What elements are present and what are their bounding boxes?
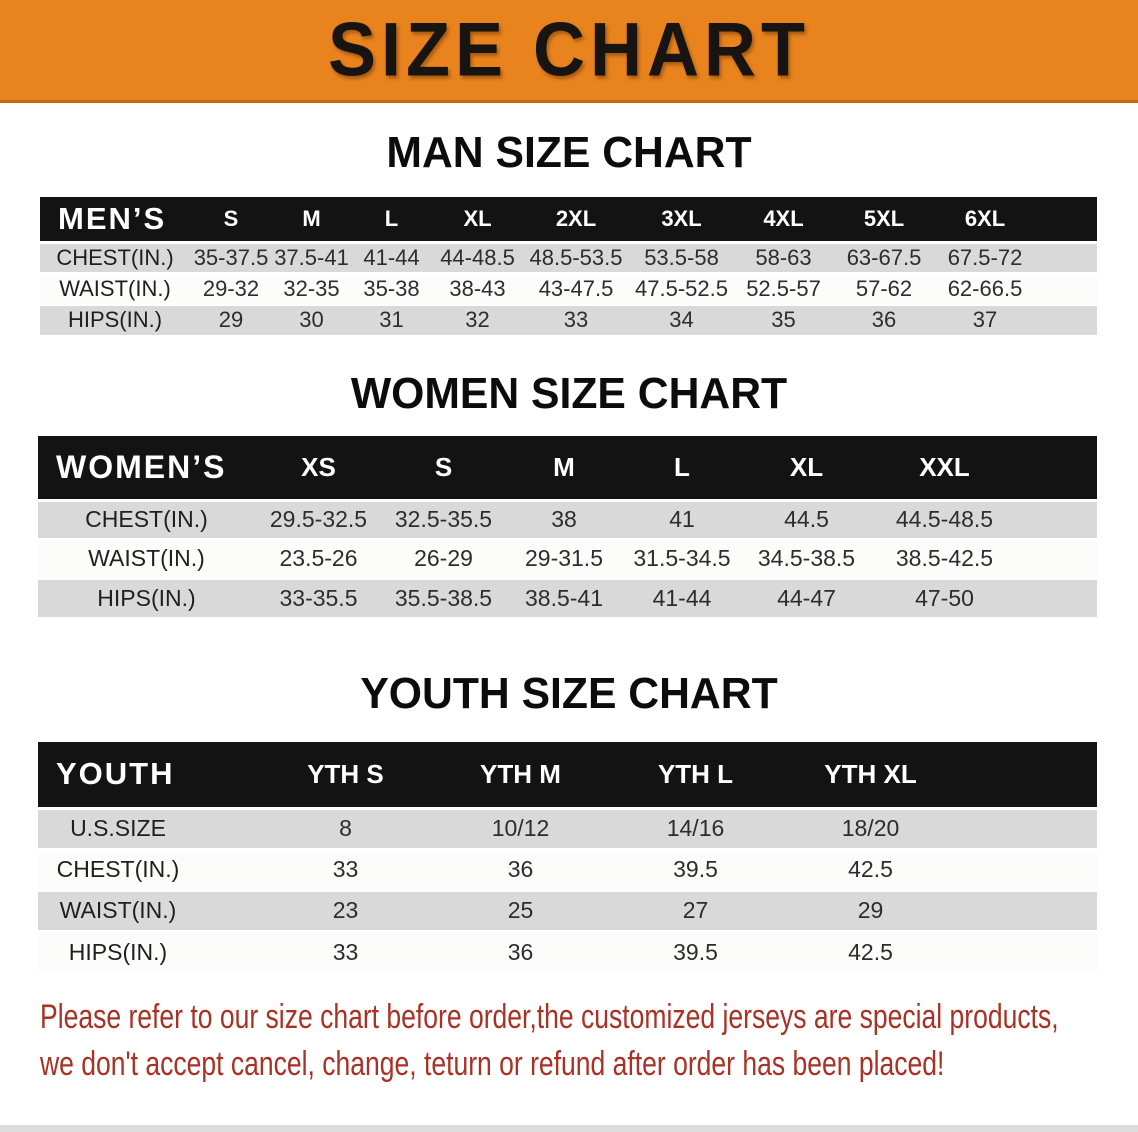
size-value: 29-32 (190, 273, 272, 304)
row-spacer (958, 849, 1097, 890)
size-value: 29 (783, 890, 958, 931)
table-header-row (38, 436, 1097, 500)
row-spacer (1017, 500, 1097, 539)
measurement-row-label: CHEST(IN.) (38, 500, 255, 539)
size-value: 10/12 (433, 808, 608, 849)
size-value: 67.5-72 (935, 242, 1035, 273)
women-size-table (38, 436, 1097, 617)
size-value: 34 (629, 304, 734, 335)
table-header-row (38, 742, 1097, 808)
size-column-header: M (505, 436, 623, 500)
section-men (0, 128, 1138, 335)
men-size-table (40, 197, 1097, 335)
size-value: 41 (623, 500, 741, 539)
size-value: 25 (433, 890, 608, 931)
row-spacer (1035, 242, 1097, 273)
row-spacer (958, 931, 1097, 972)
size-column-header: 6XL (935, 197, 1035, 242)
size-column-header: YTH M (433, 742, 608, 808)
size-value: 38.5-42.5 (872, 539, 1017, 578)
row-spacer (1035, 273, 1097, 304)
size-value: 27 (608, 890, 783, 931)
size-column-header: XS (255, 436, 382, 500)
size-value: 38-43 (432, 273, 523, 304)
measurement-row-label: WAIST(IN.) (38, 890, 198, 931)
size-value: 26-29 (382, 539, 505, 578)
men-section-heading: MAN SIZE CHART (386, 128, 752, 177)
size-value: 42.5 (783, 931, 958, 972)
measurement-row-label: U.S.SIZE (38, 808, 198, 849)
size-value: 14/16 (608, 808, 783, 849)
table-row (38, 890, 1097, 931)
size-value: 31.5-34.5 (623, 539, 741, 578)
header-spacer (1035, 197, 1097, 242)
size-value: 38.5-41 (505, 578, 623, 617)
size-value: 23.5-26 (255, 539, 382, 578)
size-column-header: M (272, 197, 351, 242)
size-column-header: YTH L (608, 742, 783, 808)
table-group-label: WOMEN’S (38, 436, 255, 500)
size-value: 32 (432, 304, 523, 335)
size-value: 29-31.5 (505, 539, 623, 578)
row-spacer (198, 890, 258, 931)
size-column-header: S (382, 436, 505, 500)
size-value: 44-48.5 (432, 242, 523, 273)
measurement-row-label: WAIST(IN.) (40, 273, 190, 304)
size-value: 29.5-32.5 (255, 500, 382, 539)
row-spacer (1035, 304, 1097, 335)
size-column-header: 2XL (523, 197, 629, 242)
size-value: 33 (258, 849, 433, 890)
size-value: 33 (523, 304, 629, 335)
size-column-header: 4XL (734, 197, 833, 242)
size-value: 35 (734, 304, 833, 335)
size-value: 39.5 (608, 849, 783, 890)
size-column-header: L (351, 197, 432, 242)
table-row (40, 304, 1097, 335)
size-value: 37.5-41 (272, 242, 351, 273)
measurement-row-label: CHEST(IN.) (40, 242, 190, 273)
size-column-header: L (623, 436, 741, 500)
header-spacer (958, 742, 1097, 808)
footer-disclaimer-line-1: Please refer to our size chart before order,the customized jerseys are special products, (40, 998, 1059, 1036)
youth-size-table (38, 742, 1097, 972)
women-section-heading: WOMEN SIZE CHART (350, 369, 788, 418)
size-column-header: YTH S (258, 742, 433, 808)
section-women (0, 369, 1138, 617)
size-value: 8 (258, 808, 433, 849)
youth-section-heading: YOUTH SIZE CHART (360, 669, 778, 718)
row-spacer (958, 890, 1097, 931)
page-title: SIZE CHART (328, 7, 810, 93)
size-value: 29 (190, 304, 272, 335)
size-value: 32.5-35.5 (382, 500, 505, 539)
measurement-row-label: CHEST(IN.) (38, 849, 198, 890)
header-spacer (198, 742, 258, 808)
size-value: 35-37.5 (190, 242, 272, 273)
banner (0, 0, 1138, 103)
size-value: 30 (272, 304, 351, 335)
table-row (38, 500, 1097, 539)
measurement-row-label: HIPS(IN.) (40, 304, 190, 335)
measurement-row-label: HIPS(IN.) (38, 578, 255, 617)
size-value: 43-47.5 (523, 273, 629, 304)
size-value: 47.5-52.5 (629, 273, 734, 304)
size-value: 39.5 (608, 931, 783, 972)
size-value: 35-38 (351, 273, 432, 304)
size-value: 36 (833, 304, 935, 335)
row-spacer (198, 808, 258, 849)
size-value: 58-63 (734, 242, 833, 273)
size-value: 36 (433, 931, 608, 972)
header-spacer (1017, 436, 1097, 500)
size-value: 44.5 (741, 500, 872, 539)
table-row (38, 849, 1097, 890)
row-spacer (198, 849, 258, 890)
size-value: 42.5 (783, 849, 958, 890)
size-value: 53.5-58 (629, 242, 734, 273)
size-value: 36 (433, 849, 608, 890)
size-value: 23 (258, 890, 433, 931)
size-column-header: XXL (872, 436, 1017, 500)
size-value: 52.5-57 (734, 273, 833, 304)
size-value: 33-35.5 (255, 578, 382, 617)
measurement-row-label: WAIST(IN.) (38, 539, 255, 578)
size-value: 41-44 (351, 242, 432, 273)
table-row (38, 931, 1097, 972)
size-column-header: XL (741, 436, 872, 500)
table-header-row (40, 197, 1097, 242)
table-row (38, 808, 1097, 849)
size-value: 48.5-53.5 (523, 242, 629, 273)
size-value: 44.5-48.5 (872, 500, 1017, 539)
size-value: 34.5-38.5 (741, 539, 872, 578)
table-row (40, 273, 1097, 304)
size-column-header: YTH XL (783, 742, 958, 808)
size-column-header: XL (432, 197, 523, 242)
table-row (38, 578, 1097, 617)
size-value: 47-50 (872, 578, 1017, 617)
table-group-label: YOUTH (38, 742, 198, 808)
size-column-header: 5XL (833, 197, 935, 242)
measurement-row-label: HIPS(IN.) (38, 931, 198, 972)
size-column-header: 3XL (629, 197, 734, 242)
row-spacer (198, 931, 258, 972)
table-row (40, 242, 1097, 273)
section-youth (0, 669, 1138, 972)
size-value: 38 (505, 500, 623, 539)
footer-disclaimer (40, 994, 1138, 1088)
bottom-edge-strip (0, 1125, 1138, 1132)
size-column-header: S (190, 197, 272, 242)
row-spacer (1017, 578, 1097, 617)
size-value: 18/20 (783, 808, 958, 849)
size-value: 57-62 (833, 273, 935, 304)
size-value: 62-66.5 (935, 273, 1035, 304)
size-value: 32-35 (272, 273, 351, 304)
size-value: 31 (351, 304, 432, 335)
size-value: 37 (935, 304, 1035, 335)
size-value: 33 (258, 931, 433, 972)
size-value: 41-44 (623, 578, 741, 617)
size-value: 44-47 (741, 578, 872, 617)
size-value: 63-67.5 (833, 242, 935, 273)
size-value: 35.5-38.5 (382, 578, 505, 617)
table-group-label: MEN’S (40, 197, 190, 242)
row-spacer (958, 808, 1097, 849)
table-row (38, 539, 1097, 578)
row-spacer (1017, 539, 1097, 578)
footer-disclaimer-line-2: we don't accept cancel, change, teturn or refund after order has been placed! (40, 1045, 945, 1083)
